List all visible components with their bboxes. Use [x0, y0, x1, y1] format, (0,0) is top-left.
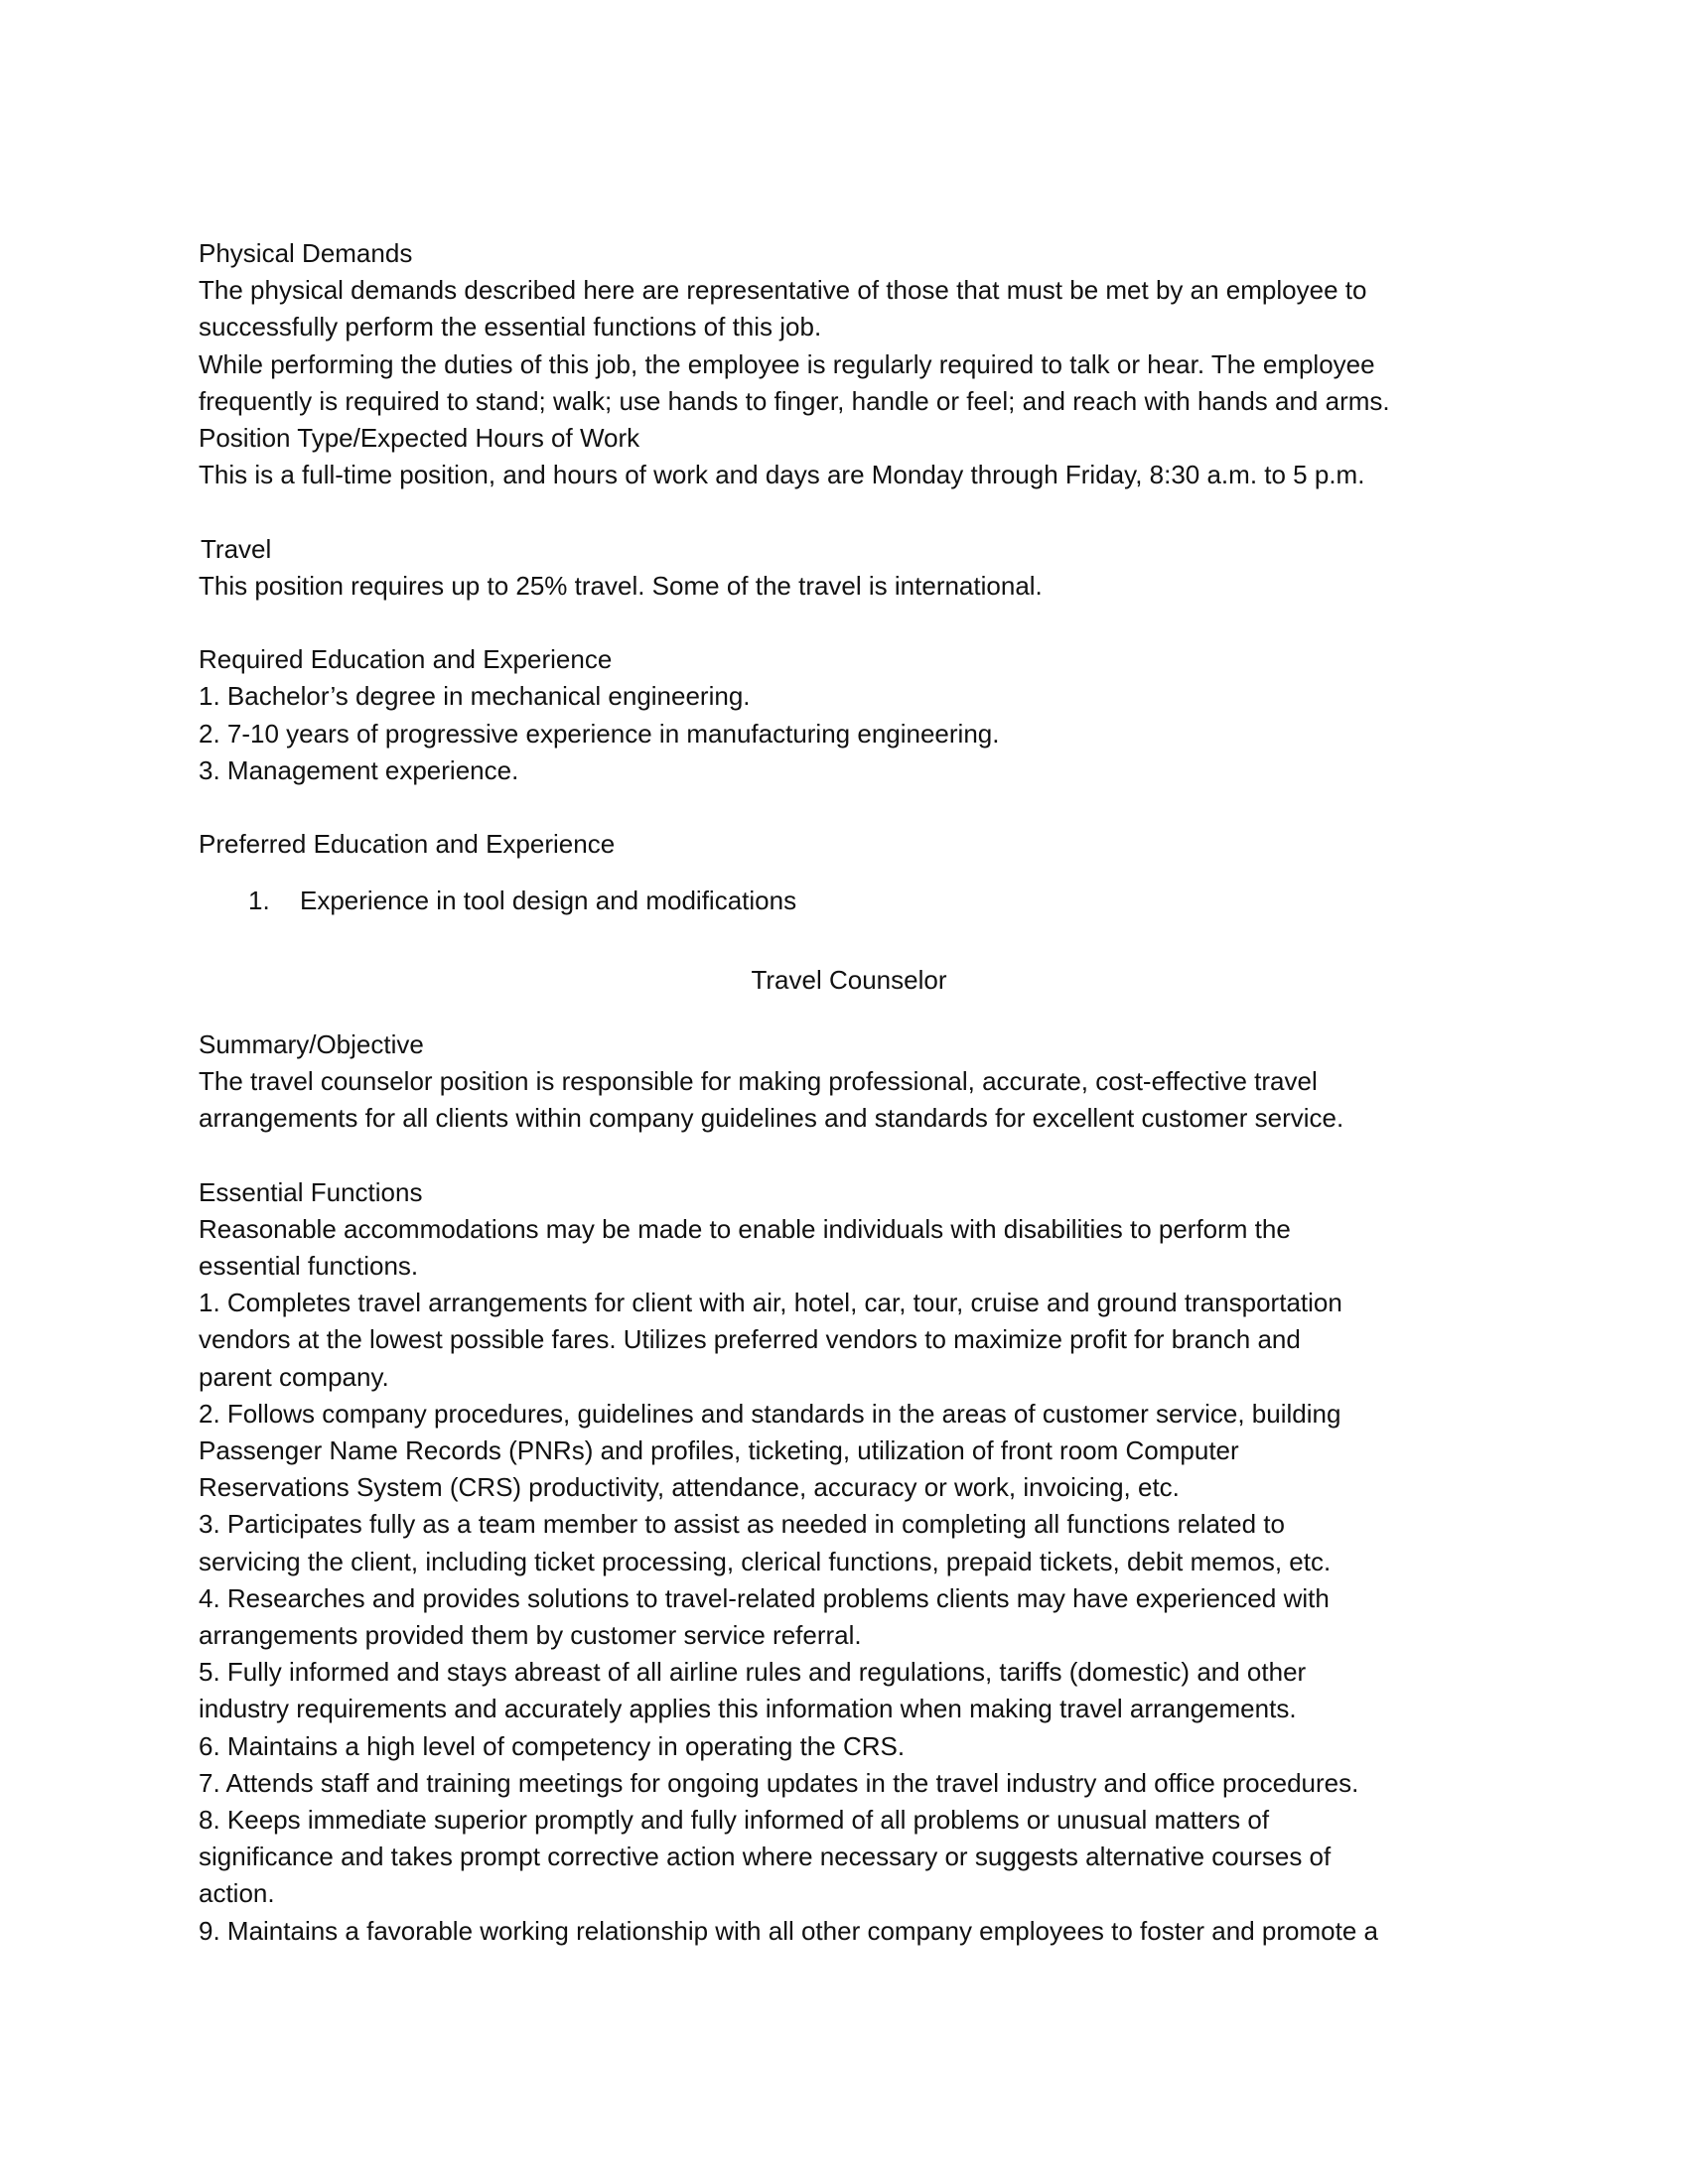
essential-functions-intro-1: Reasonable accommodations may be made to enable individuals with disabilities to perform the	[199, 1213, 1291, 1244]
required-education-heading: Required Education and Experience	[199, 644, 613, 675]
spacer	[199, 789, 1499, 826]
physical-demands-line-2: successfully perform the essential functions of this job.	[199, 312, 822, 342]
position-type-heading: Position Type/Expected Hours of Work	[199, 423, 640, 454]
required-education-item: 3. Management experience.	[199, 754, 519, 785]
essential-functions-line: significance and takes prompt corrective action where necessary or suggests alternative courses of	[199, 1842, 1332, 1872]
preferred-education-item-number: 1.	[248, 886, 270, 916]
essential-functions-line: 6. Maintains a high level of competency in operating the CRS.	[199, 1730, 906, 1761]
essential-functions-line: vendors at the lowest possible fares. Utilizes preferred vendors to maximize profit for branch and	[199, 1324, 1301, 1355]
preferred-education-item-text: Experience in tool design and modifications	[300, 886, 797, 916]
physical-demands-line-3: While performing the duties of this job, the employee is regularly required to talk or hear. The employee	[199, 348, 1375, 379]
essential-functions-line: 3. Participates fully as a team member to assist as needed in completing all functions related to	[199, 1509, 1286, 1540]
essential-functions-line: parent company.	[199, 1361, 389, 1392]
essential-functions-intro-2: essential functions.	[199, 1251, 419, 1282]
summary-line-2: arrangements for all clients within company guidelines and standards for excellent customer service.	[199, 1103, 1344, 1134]
essential-functions-line: 4. Researches and provides solutions to travel-related problems clients may have experienced with	[199, 1582, 1330, 1613]
essential-functions-line: 1. Completes travel arrangements for client with air, hotel, car, tour, cruise and ground transportation	[199, 1288, 1342, 1318]
essential-functions-line: Reservations System (CRS) productivity, attendance, accuracy or work, invoicing, etc.	[199, 1472, 1180, 1503]
travel-heading: Travel	[201, 533, 272, 564]
document-content	[199, 235, 1499, 1950]
essential-functions-line: industry requirements and accurately applies this information when making travel arrangements.	[199, 1694, 1297, 1724]
required-education-item: 1. Bachelor’s degree in mechanical engineering.	[199, 681, 751, 712]
spacer	[199, 1137, 1499, 1173]
summary-heading: Summary/Objective	[199, 1028, 424, 1059]
physical-demands-heading: Physical Demands	[199, 238, 413, 268]
essential-functions-line: 7. Attends staff and training meetings for ongoing updates in the travel industry and office procedures.	[199, 1767, 1359, 1798]
required-education-item: 2. 7-10 years of progressive experience in manufacturing engineering.	[199, 718, 1000, 749]
preferred-education-item	[199, 883, 1499, 919]
spacer	[199, 493, 1499, 530]
essential-functions-line: 8. Keeps immediate superior promptly and fully informed of all problems or unusual matters of	[199, 1805, 1270, 1836]
essential-functions-line: 5. Fully informed and stays abreast of all airline rules and regulations, tariffs (domestic) and other	[199, 1657, 1307, 1688]
essential-functions-line: servicing the client, including ticket processing, clerical functions, prepaid tickets, debit memos, etc.	[199, 1546, 1332, 1576]
spacer	[199, 605, 1499, 641]
travel-line-1: This position requires up to 25% travel. Some of the travel is international.	[199, 570, 1043, 601]
job-title: Travel Counselor	[751, 964, 947, 995]
essential-functions-line: 2. Follows company procedures, guidelines and standards in the areas of customer service, building	[199, 1398, 1341, 1429]
preferred-education-heading: Preferred Education and Experience	[199, 829, 616, 860]
summary-line-1: The travel counselor position is responsible for making professional, accurate, cost-effective travel	[199, 1066, 1318, 1097]
physical-demands-line-4: frequently is required to stand; walk; use hands to finger, handle or feel; and reach with hands and arms.	[199, 385, 1390, 416]
essential-functions-line: action.	[199, 1878, 275, 1909]
position-type-line-1: This is a full-time position, and hours of work and days are Monday through Friday, 8:30 a.m. to 5 p.m.	[199, 460, 1365, 490]
essential-functions-line: arrangements provided them by customer service referral.	[199, 1620, 862, 1651]
essential-functions-line: 9. Maintains a favorable working relationship with all other company employees to foster and promote a	[199, 1915, 1378, 1946]
essential-functions-line: Passenger Name Records (PNRs) and profiles, ticketing, utilization of front room Computer	[199, 1435, 1239, 1466]
physical-demands-line-1: The physical demands described here are representative of those that must be met by an employee to	[199, 275, 1367, 306]
essential-functions-heading: Essential Functions	[199, 1176, 423, 1207]
